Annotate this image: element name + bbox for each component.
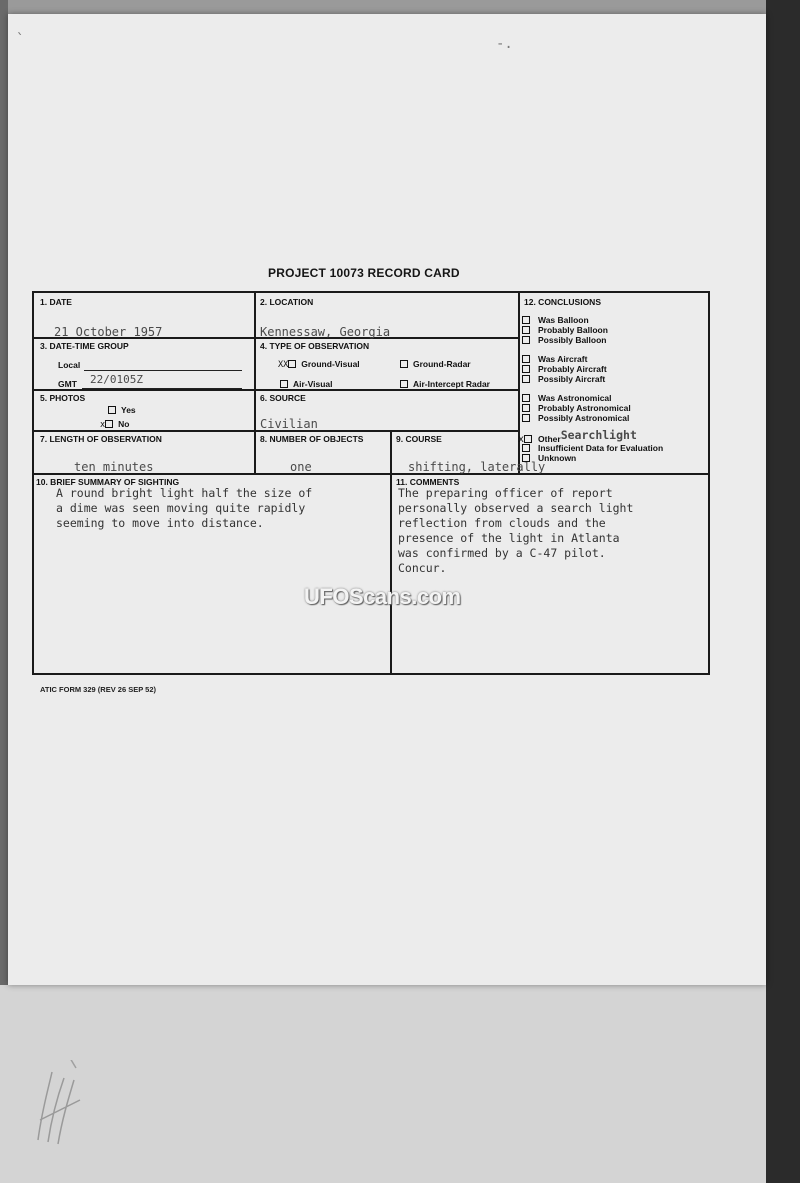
- ground-radar-text: Ground-Radar: [413, 359, 471, 369]
- conclusion-text: Possibly Aircraft: [538, 374, 606, 384]
- option-air-visual: [280, 379, 333, 389]
- conclusion-text: Unknown: [538, 453, 577, 463]
- checkbox-icon: [288, 360, 296, 368]
- other-mark: x: [518, 434, 525, 445]
- dtg-label: 3. DATE-TIME GROUP: [40, 341, 129, 351]
- date-value: 21 October 1957: [54, 325, 163, 339]
- conclusion-was-balloon: [522, 315, 608, 325]
- ground-visual-mark: XX: [278, 360, 289, 370]
- conclusions-aircraft-group: [522, 354, 607, 384]
- location-value: Kennessaw, Georgia: [260, 325, 391, 339]
- scuff-mark-icon: `: [16, 32, 25, 48]
- checkbox-icon: [522, 444, 530, 452]
- source-value: Civilian: [260, 417, 318, 431]
- ground-visual-text: Ground-Visual: [301, 359, 360, 369]
- conclusion-possibly-astronomical: [522, 413, 631, 423]
- grid-line: [34, 389, 518, 391]
- other-value: Searchlight: [560, 428, 637, 442]
- conclusion-possibly-aircraft: [522, 374, 607, 384]
- conclusion-text: Was Aircraft: [538, 354, 588, 364]
- checkbox-icon: [522, 326, 530, 334]
- photos-no-mark: x: [100, 420, 106, 430]
- checkbox-icon: [522, 404, 530, 412]
- source-label: 6. SOURCE: [260, 393, 306, 403]
- pencil-scribble-icon: [30, 1060, 120, 1150]
- comments-line: The preparing officer of report: [398, 486, 613, 500]
- conclusion-text: Probably Aircraft: [538, 364, 607, 374]
- conclusion-text: Possibly Balloon: [538, 335, 607, 345]
- checkbox-icon: [522, 365, 530, 373]
- dtg-gmt-label: GMT: [58, 379, 77, 389]
- length-label: 7. LENGTH OF OBSERVATION: [40, 434, 162, 444]
- checkbox-icon: [522, 414, 530, 422]
- conclusion-insufficient: [522, 443, 663, 453]
- scuff-mark-icon: -.: [496, 36, 513, 52]
- comments-label: 11. COMMENTS: [396, 477, 460, 487]
- checkbox-icon: [524, 435, 532, 443]
- conclusion-possibly-balloon: [522, 335, 608, 345]
- location-label: 2. LOCATION: [260, 297, 314, 307]
- option-ground-radar: [400, 359, 471, 369]
- comments-line: presence of the light in Atlanta: [398, 531, 620, 545]
- conclusions-label: 12. CONCLUSIONS: [524, 297, 601, 307]
- photos-no-text: No: [118, 419, 130, 429]
- checkbox-icon: [522, 336, 530, 344]
- comments-line: was confirmed by a C-47 pilot.: [398, 546, 606, 560]
- watermark: UFOScans.com: [304, 584, 461, 609]
- date-label: 1. DATE: [40, 297, 72, 307]
- conclusion-probably-balloon: [522, 325, 608, 335]
- conclusion-probably-aircraft: [522, 364, 607, 374]
- conclusion-text: Insufficient Data for Evaluation: [538, 443, 664, 453]
- checkbox-icon: [522, 316, 530, 324]
- conclusion-unknown: [522, 453, 576, 463]
- summary-line: seeming to move into distance.: [56, 516, 264, 530]
- checkbox-icon: [522, 375, 530, 383]
- conclusion-probably-astronomical: [522, 403, 631, 413]
- summary-line: a dime was seen moving quite rapidly: [56, 501, 306, 515]
- dtg-gmt-line: [82, 388, 242, 389]
- course-value: shifting, laterally: [408, 460, 546, 474]
- conclusion-text: Was Balloon: [538, 315, 589, 325]
- checkbox-icon: [522, 454, 530, 462]
- card-title: PROJECT 10073 RECORD CARD: [268, 266, 460, 280]
- comments-text: [398, 486, 633, 576]
- background-edge-left: [0, 0, 8, 985]
- conclusions-astro-group: [522, 393, 631, 423]
- checkbox-icon: [105, 420, 113, 428]
- comments-line: reflection from clouds and the: [398, 516, 606, 530]
- checkbox-icon: [522, 355, 530, 363]
- conclusion-text: Possibly Astronomical: [538, 413, 630, 423]
- conclusion-text: Probably Balloon: [538, 325, 608, 335]
- checkbox-icon: [280, 380, 288, 388]
- photos-yes-text: Yes: [121, 405, 136, 415]
- summary-text: [56, 486, 312, 531]
- objects-value: one: [290, 460, 312, 474]
- conclusion-text: Was Astronomical: [538, 393, 612, 403]
- checkbox-icon: [522, 394, 530, 402]
- objects-label: 8. NUMBER OF OBJECTS: [260, 434, 364, 444]
- option-ground-visual: [278, 359, 360, 370]
- checkbox-icon: [400, 360, 408, 368]
- conclusion-text: Probably Astronomical: [538, 403, 631, 413]
- background-table: [0, 985, 800, 1183]
- option-air-intercept-radar: [400, 379, 490, 389]
- photos-yes: [108, 405, 136, 415]
- observation-type-label: 4. TYPE OF OBSERVATION: [260, 341, 370, 351]
- grid-line: [390, 430, 392, 675]
- length-value: ten minutes: [74, 460, 154, 474]
- checkbox-icon: [400, 380, 408, 388]
- air-intercept-radar-text: Air-Intercept Radar: [413, 379, 490, 389]
- form-footer: ATIC FORM 329 (REV 26 SEP 52): [40, 685, 157, 694]
- summary-line: A round bright light half the size of: [56, 486, 313, 500]
- comments-line: personally observed a search light: [398, 501, 634, 515]
- grid-line: [254, 293, 256, 473]
- air-visual-text: Air-Visual: [293, 379, 333, 389]
- conclusion-was-astronomical: [522, 393, 631, 403]
- conclusion-was-aircraft: [522, 354, 607, 364]
- photos-label: 5. PHOTOS: [40, 393, 86, 403]
- conclusions-balloon-group: [522, 315, 608, 345]
- photos-no: [100, 419, 129, 430]
- record-card: [32, 291, 710, 675]
- dtg-local-line: [84, 370, 242, 371]
- dtg-local-label: Local: [58, 360, 81, 370]
- checkbox-icon: [108, 406, 116, 414]
- other-label: Other: [538, 434, 561, 444]
- summary-label: 10. BRIEF SUMMARY OF SIGHTING: [36, 477, 180, 487]
- comments-line: Concur.: [398, 561, 447, 575]
- dtg-gmt-value: 22/0105Z: [90, 373, 143, 386]
- background-edge-right: [766, 0, 800, 1183]
- course-label: 9. COURSE: [396, 434, 442, 444]
- grid-line: [518, 293, 520, 473]
